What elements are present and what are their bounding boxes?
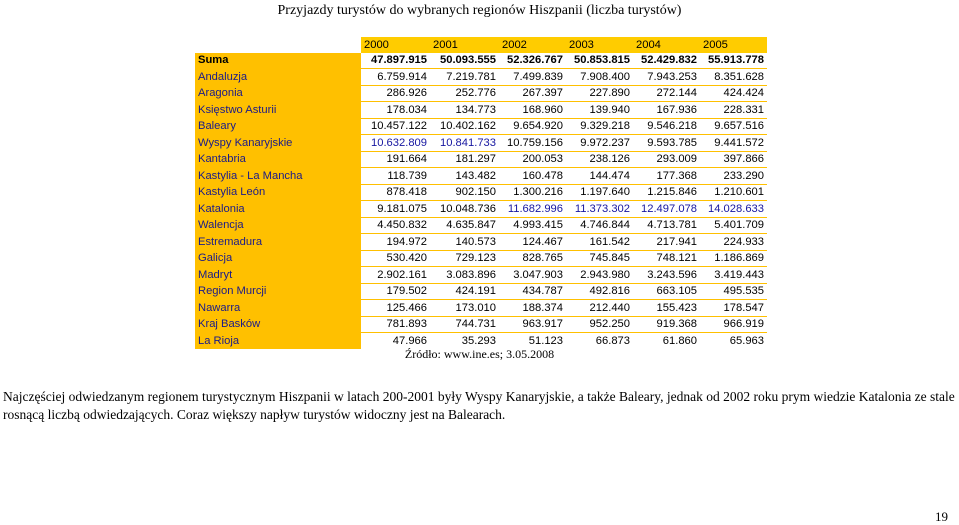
value-cell: 10.841.733 — [430, 135, 499, 151]
year-header: 2003 — [566, 37, 633, 53]
value-cell: 125.466 — [361, 300, 430, 316]
value-cell: 748.121 — [633, 251, 700, 267]
value-cell: 963.917 — [499, 317, 566, 333]
value-cell: 6.759.914 — [361, 69, 430, 85]
region-label: Katalonia — [195, 201, 361, 217]
value-cell: 217.941 — [633, 234, 700, 250]
header-row — [195, 37, 767, 53]
value-cell: 178.547 — [700, 300, 767, 316]
region-label: Estremadura — [195, 234, 361, 250]
value-cell: 663.105 — [633, 284, 700, 300]
value-cell: 11.373.302 — [566, 201, 633, 217]
region-label: La Rioja — [195, 333, 361, 349]
value-cell: 9.593.785 — [633, 135, 700, 151]
value-cell: 10.402.162 — [430, 119, 499, 135]
value-cell: 9.181.075 — [361, 201, 430, 217]
value-cell: 495.535 — [700, 284, 767, 300]
value-cell: 828.765 — [499, 251, 566, 267]
year-header: 2001 — [430, 37, 499, 53]
table-row — [195, 300, 767, 316]
value-cell: 252.776 — [430, 86, 499, 102]
value-cell: 233.290 — [700, 168, 767, 184]
value-cell: 161.542 — [566, 234, 633, 250]
region-label: Kastylia León — [195, 185, 361, 201]
value-cell: 4.746.844 — [566, 218, 633, 234]
table-row — [195, 284, 767, 300]
value-cell: 1.186.869 — [700, 251, 767, 267]
page-title: Przyjazdy turystów do wybranych regionów Hiszpanii (liczba turystów) — [277, 3, 682, 18]
table-row — [195, 201, 767, 217]
value-cell: 12.497.078 — [633, 201, 700, 217]
value-cell: 3.419.443 — [700, 267, 767, 283]
value-cell: 51.123 — [499, 333, 566, 349]
value-cell: 4.993.415 — [499, 218, 566, 234]
value-cell: 52.326.767 — [499, 53, 566, 69]
value-cell: 293.009 — [633, 152, 700, 168]
value-cell: 9.972.237 — [566, 135, 633, 151]
value-cell: 11.682.996 — [499, 201, 566, 217]
table-row — [195, 317, 767, 333]
value-cell: 744.731 — [430, 317, 499, 333]
value-cell: 7.499.839 — [499, 69, 566, 85]
value-cell: 4.713.781 — [633, 218, 700, 234]
year-header: 2000 — [361, 37, 430, 53]
value-cell: 267.397 — [499, 86, 566, 102]
value-cell: 140.573 — [430, 234, 499, 250]
region-label: Nawarra — [195, 300, 361, 316]
table-row — [195, 152, 767, 168]
region-label: Region Murcji — [195, 284, 361, 300]
value-cell: 286.926 — [361, 86, 430, 102]
value-cell: 2.902.161 — [361, 267, 430, 283]
value-cell: 10.759.156 — [499, 135, 566, 151]
region-label: Baleary — [195, 119, 361, 135]
page-number: 19 — [935, 509, 948, 524]
year-header: 2004 — [633, 37, 700, 53]
value-cell: 55.913.778 — [700, 53, 767, 69]
table-row — [195, 251, 767, 267]
value-cell: 50.853.815 — [566, 53, 633, 69]
value-cell: 9.654.920 — [499, 119, 566, 135]
value-cell: 35.293 — [430, 333, 499, 349]
value-cell: 200.053 — [499, 152, 566, 168]
value-cell: 155.423 — [633, 300, 700, 316]
value-cell: 4.450.832 — [361, 218, 430, 234]
value-cell: 5.401.709 — [700, 218, 767, 234]
value-cell: 952.250 — [566, 317, 633, 333]
value-cell: 272.144 — [633, 86, 700, 102]
region-label: Kantabria — [195, 152, 361, 168]
region-label: Kraj Basków — [195, 317, 361, 333]
value-cell: 2.943.980 — [566, 267, 633, 283]
value-cell: 7.219.781 — [430, 69, 499, 85]
table-row — [195, 234, 767, 250]
table-row — [195, 53, 767, 69]
value-cell: 424.191 — [430, 284, 499, 300]
value-cell: 7.908.400 — [566, 69, 633, 85]
value-cell: 66.873 — [566, 333, 633, 349]
table-row — [195, 218, 767, 234]
region-label: Andaluzja — [195, 69, 361, 85]
value-cell: 173.010 — [430, 300, 499, 316]
value-cell: 65.963 — [700, 333, 767, 349]
year-header: 2005 — [700, 37, 767, 53]
value-cell: 902.150 — [430, 185, 499, 201]
value-cell: 729.123 — [430, 251, 499, 267]
value-cell: 143.482 — [430, 168, 499, 184]
value-cell: 160.478 — [499, 168, 566, 184]
region-label: Galicja — [195, 251, 361, 267]
value-cell: 227.890 — [566, 86, 633, 102]
value-cell: 194.972 — [361, 234, 430, 250]
summary-paragraph: Najczęściej odwiedzanym regionem turystycznym Hiszpanii w latach 200-2001 były Wyspy Kanaryjskie, a także Baleary, jednak od 2002 roku prym wiedzie Katalonia ze stale rosnącą liczbą odwiedzających. Coraz większy napływ turystów widoczny jest na Balearach. — [3, 389, 955, 422]
source-note: Źródło: www.ine.es; 3.05.2008 — [404, 347, 555, 361]
value-cell: 1.197.640 — [566, 185, 633, 201]
table-row — [195, 185, 767, 201]
value-cell: 14.028.633 — [700, 201, 767, 217]
region-label: Wyspy Kanaryjskie — [195, 135, 361, 151]
region-label: Kastylia - La Mancha — [195, 168, 361, 184]
value-cell: 238.126 — [566, 152, 633, 168]
year-header: 2002 — [499, 37, 566, 53]
value-cell: 144.474 — [566, 168, 633, 184]
value-cell: 397.866 — [700, 152, 767, 168]
value-cell: 7.943.253 — [633, 69, 700, 85]
value-cell: 3.047.903 — [499, 267, 566, 283]
region-label: Aragonia — [195, 86, 361, 102]
region-label: Walencja — [195, 218, 361, 234]
region-label: Księstwo Asturii — [195, 102, 361, 118]
value-cell: 188.374 — [499, 300, 566, 316]
value-cell: 167.936 — [633, 102, 700, 118]
value-cell: 228.331 — [700, 102, 767, 118]
value-cell: 47.966 — [361, 333, 430, 349]
value-cell: 134.773 — [430, 102, 499, 118]
value-cell: 118.739 — [361, 168, 430, 184]
value-cell: 745.845 — [566, 251, 633, 267]
value-cell: 4.635.847 — [430, 218, 499, 234]
value-cell: 124.467 — [499, 234, 566, 250]
value-cell: 424.424 — [700, 86, 767, 102]
value-cell: 434.787 — [499, 284, 566, 300]
value-cell: 9.441.572 — [700, 135, 767, 151]
value-cell: 168.960 — [499, 102, 566, 118]
value-cell: 50.093.555 — [430, 53, 499, 69]
value-cell: 9.546.218 — [633, 119, 700, 135]
value-cell: 9.329.218 — [566, 119, 633, 135]
value-cell: 530.420 — [361, 251, 430, 267]
region-label: Suma — [195, 53, 361, 69]
value-cell: 224.933 — [700, 234, 767, 250]
value-cell: 781.893 — [361, 317, 430, 333]
value-cell: 1.300.216 — [499, 185, 566, 201]
table-row — [195, 168, 767, 184]
value-cell: 181.297 — [430, 152, 499, 168]
value-cell: 3.083.896 — [430, 267, 499, 283]
table-row — [195, 267, 767, 283]
value-cell: 492.816 — [566, 284, 633, 300]
table-row — [195, 135, 767, 151]
value-cell: 1.210.601 — [700, 185, 767, 201]
region-label: Madryt — [195, 267, 361, 283]
value-cell: 10.457.122 — [361, 119, 430, 135]
table-row — [195, 102, 767, 118]
value-cell: 212.440 — [566, 300, 633, 316]
value-cell: 3.243.596 — [633, 267, 700, 283]
table-row — [195, 86, 767, 102]
value-cell: 10.048.736 — [430, 201, 499, 217]
value-cell: 139.940 — [566, 102, 633, 118]
value-cell: 878.418 — [361, 185, 430, 201]
value-cell: 178.034 — [361, 102, 430, 118]
value-cell: 919.368 — [633, 317, 700, 333]
header-blank-cell — [195, 37, 361, 53]
value-cell: 191.664 — [361, 152, 430, 168]
table-row — [195, 69, 767, 85]
value-cell: 8.351.628 — [700, 69, 767, 85]
value-cell: 10.632.809 — [361, 135, 430, 151]
value-cell: 9.657.516 — [700, 119, 767, 135]
value-cell: 61.860 — [633, 333, 700, 349]
value-cell: 179.502 — [361, 284, 430, 300]
value-cell: 52.429.832 — [633, 53, 700, 69]
tourist-arrivals-table — [195, 37, 767, 349]
table-row — [195, 119, 767, 135]
value-cell: 1.215.846 — [633, 185, 700, 201]
value-cell: 966.919 — [700, 317, 767, 333]
value-cell: 47.897.915 — [361, 53, 430, 69]
value-cell: 177.368 — [633, 168, 700, 184]
